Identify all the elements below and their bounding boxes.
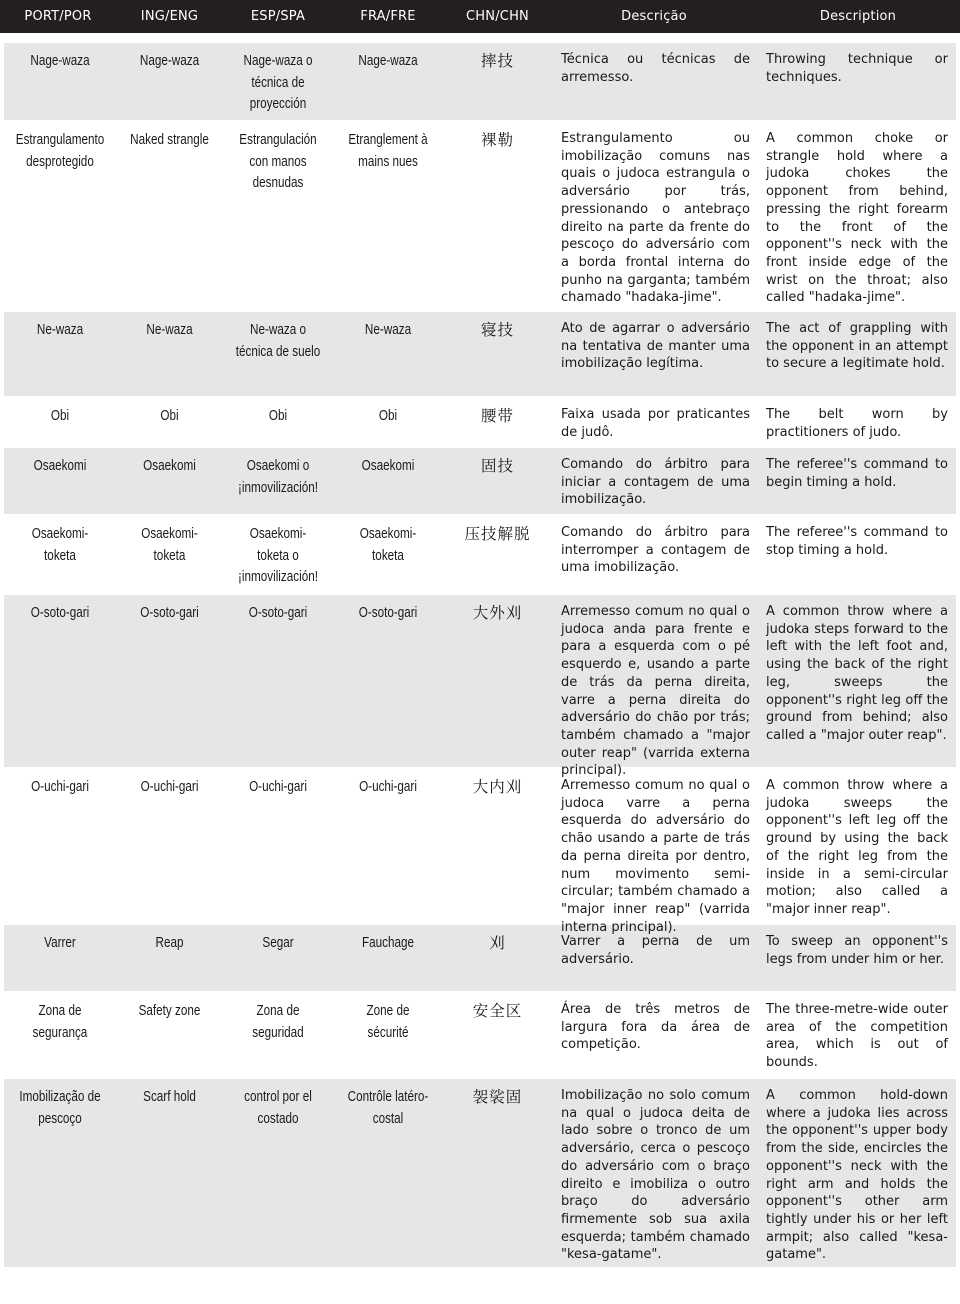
term-spa: Osaekomi o ¡inmovilización! bbox=[238, 457, 318, 496]
term-spa: O-soto-gari bbox=[248, 604, 308, 621]
term-eng: Nage-waza bbox=[139, 52, 200, 69]
term-chn: 袈裟固 bbox=[472, 1088, 523, 1106]
description-en: Throwing technique or techniques. bbox=[766, 52, 948, 85]
description-pt: Arremesso comum no qual o judoca varre a perna esquerda do adversário do chão usando a parte de trás da perna direita por dentro, num movimento semi-circular; também chamado a "major inner reap" (varrida interna principal). bbox=[561, 778, 750, 935]
description-pt: Comando do árbitro para interromper a contagem de uma imobilização. bbox=[561, 525, 750, 576]
table-row bbox=[4, 310, 956, 396]
description-pt: Área de três metros de largura fora da área de competição. bbox=[561, 1002, 750, 1053]
column-header-spa: ESP/SPA bbox=[250, 9, 306, 24]
term-eng: Safety zone bbox=[138, 1002, 201, 1019]
term-chn: 大外刈 bbox=[472, 604, 523, 622]
term-chn: 固技 bbox=[480, 457, 514, 475]
column-header-eng: ING/ENG bbox=[140, 9, 199, 24]
term-chn: 安全区 bbox=[472, 1002, 523, 1020]
term-fre: O-uchi-gari bbox=[359, 778, 417, 795]
description-pt: Técnica ou técnicas de arremesso. bbox=[561, 52, 750, 85]
term-spa: O-uchi-gari bbox=[249, 778, 307, 795]
description-en: A common choke or strangle hold where a judoka chokes the opponent from behind, pressing the right forearm to the front of the opponent''s neck with the front inside edge of the wrist on the throat; also called "hadaka-jime". bbox=[766, 131, 948, 306]
term-eng: Naked strangle bbox=[130, 131, 209, 148]
term-spa: Segar bbox=[262, 934, 294, 951]
term-eng: Ne-waza bbox=[146, 321, 193, 338]
term-por: O-soto-gari bbox=[30, 604, 90, 621]
description-pt: Ato de agarrar o adversário na tentativa de manter uma imobilização legítima. bbox=[561, 321, 750, 372]
description-en: The belt worn by practitioners of judo. bbox=[766, 407, 948, 440]
description-en: A common hold-down where a judoka lies across the opponent''s upper body from the side, encircles the opponent''s neck with the right arm and holds the opponent''s other arm tightly under his or her left armpit; also called "kesa-gatame". bbox=[766, 1088, 948, 1263]
term-eng: Osaekomi bbox=[143, 457, 196, 474]
column-header-fre: FRA/FRE bbox=[360, 9, 416, 24]
term-chn: 腰带 bbox=[480, 407, 514, 425]
term-chn: 摔技 bbox=[480, 52, 514, 70]
term-spa: Osaekomi-toketa o ¡inmovilización! bbox=[238, 525, 318, 585]
term-fre: Ne-waza bbox=[364, 321, 412, 338]
table-row bbox=[4, 41, 956, 120]
description-pt: Arremesso comum no qual o judoca anda para frente e para a esquerda com o pé esquerdo e, usando a parte de trás da perna direita, varre a perna direita do adversário do chão por trás; também chamado a "major outer reap" (varrida externa principal). bbox=[561, 604, 750, 779]
description-pt: Comando do árbitro para iniciar a contagem de uma imobilização. bbox=[561, 457, 750, 508]
term-spa: Obi bbox=[268, 407, 288, 424]
table-row bbox=[4, 120, 956, 310]
description-pt: Varrer a perna de um adversário. bbox=[561, 934, 750, 967]
table-row bbox=[4, 1077, 956, 1267]
table-header bbox=[0, 0, 960, 33]
term-eng: O-uchi-gari bbox=[140, 778, 199, 795]
column-header-desc-en: Description bbox=[819, 9, 897, 24]
term-por: Imobilização de pescoço bbox=[19, 1088, 101, 1127]
term-chn: 裸勒 bbox=[480, 131, 514, 149]
term-fre: Zone de sécurité bbox=[366, 1002, 410, 1041]
term-fre: Contrôle latéro-costal bbox=[347, 1088, 429, 1127]
term-por: Zona de segurança bbox=[32, 1002, 88, 1041]
table-row bbox=[4, 767, 956, 935]
description-en: To sweep an opponent''s legs from under him or her. bbox=[766, 934, 948, 967]
table-row bbox=[4, 514, 956, 593]
description-pt: Faixa usada por praticantes de judô. bbox=[561, 407, 750, 440]
term-eng: O-soto-gari bbox=[140, 604, 199, 621]
term-spa: control por el costado bbox=[244, 1088, 312, 1127]
term-eng: Obi bbox=[160, 407, 179, 424]
term-fre: O-soto-gari bbox=[358, 604, 418, 621]
term-eng: Reap bbox=[155, 934, 184, 951]
term-chn: 刈 bbox=[489, 934, 506, 952]
table-row bbox=[4, 991, 956, 1077]
term-fre: Obi bbox=[378, 407, 398, 424]
term-eng: Scarf hold bbox=[143, 1088, 196, 1105]
description-en: A common throw where a judoka steps forward to the left with the left foot and, using the back of the right leg, sweeps the opponent''s right leg off the ground from behind; also called a "major outer reap". bbox=[766, 604, 948, 743]
term-por: Obi bbox=[50, 407, 70, 424]
term-fre: Osaekomi bbox=[361, 457, 415, 474]
term-spa: Nage-waza o técnica de proyección bbox=[243, 52, 313, 112]
term-chn: 压技解脱 bbox=[464, 525, 531, 543]
term-fre: Fauchage bbox=[361, 934, 415, 951]
term-chn: 大内刈 bbox=[472, 778, 523, 796]
description-en: The three-metre-wide outer area of the competition area, which is out of bounds. bbox=[766, 1002, 948, 1071]
column-header-chn: CHN/CHN bbox=[466, 9, 529, 24]
description-pt: Estrangulamento ou imobilização comuns nas quais o judoca estrangula o adversário por trás, pressionando o antebraço direito na parte da frente do pescoço do adversário com a borda frontal interna do punho na garganta; também chamado "hadaka-jime". bbox=[561, 131, 750, 306]
table-row bbox=[4, 396, 956, 446]
description-en: A common throw where a judoka sweeps the opponent''s left leg off the ground by using the back of the right leg from the inside in a semi-circular motion; also called a "major inner reap". bbox=[766, 778, 948, 917]
term-por: O-uchi-gari bbox=[31, 778, 89, 795]
table-row bbox=[4, 923, 956, 991]
table-row bbox=[4, 446, 956, 514]
term-fre: Osaekomi-toketa bbox=[359, 525, 417, 564]
column-header-por: PORT/POR bbox=[24, 9, 92, 24]
term-eng: Osaekomi-toketa bbox=[141, 525, 198, 564]
term-por: Estrangulamento desprotegido bbox=[15, 131, 105, 170]
description-en: The referee''s command to stop timing a hold. bbox=[766, 525, 948, 558]
term-por: Osaekomi-toketa bbox=[31, 525, 89, 564]
description-en: The referee''s command to begin timing a hold. bbox=[766, 457, 948, 490]
term-por: Varrer bbox=[44, 934, 76, 951]
term-por: Osaekomi bbox=[33, 457, 87, 474]
term-spa: Zona de seguridad bbox=[252, 1002, 304, 1041]
column-header-desc-pt: Descrição bbox=[621, 9, 687, 24]
term-fre: Nage-waza bbox=[358, 52, 418, 69]
description-en: The act of grappling with the opponent in an attempt to secure a legitimate hold. bbox=[766, 321, 948, 372]
term-por: Nage-waza bbox=[30, 52, 90, 69]
term-fre: Etranglement à mains nues bbox=[348, 131, 428, 170]
description-pt: Imobilização no solo comum na qual o judoca deita de lado sobre o tronco de um adversário, cerca o pescoço do adversário com o braço direito e imobiliza o outro braço do adversário firmemente sob sua axila esquerda; também chamado "kesa-gatame". bbox=[561, 1088, 750, 1263]
term-por: Ne-waza bbox=[36, 321, 84, 338]
term-spa: Estrangulación con manos desnudas bbox=[239, 131, 317, 191]
term-spa: Ne-waza o técnica de suelo bbox=[235, 321, 321, 360]
table-row bbox=[4, 593, 956, 779]
glossary-table bbox=[4, 41, 956, 1267]
term-chn: 寝技 bbox=[480, 321, 514, 339]
